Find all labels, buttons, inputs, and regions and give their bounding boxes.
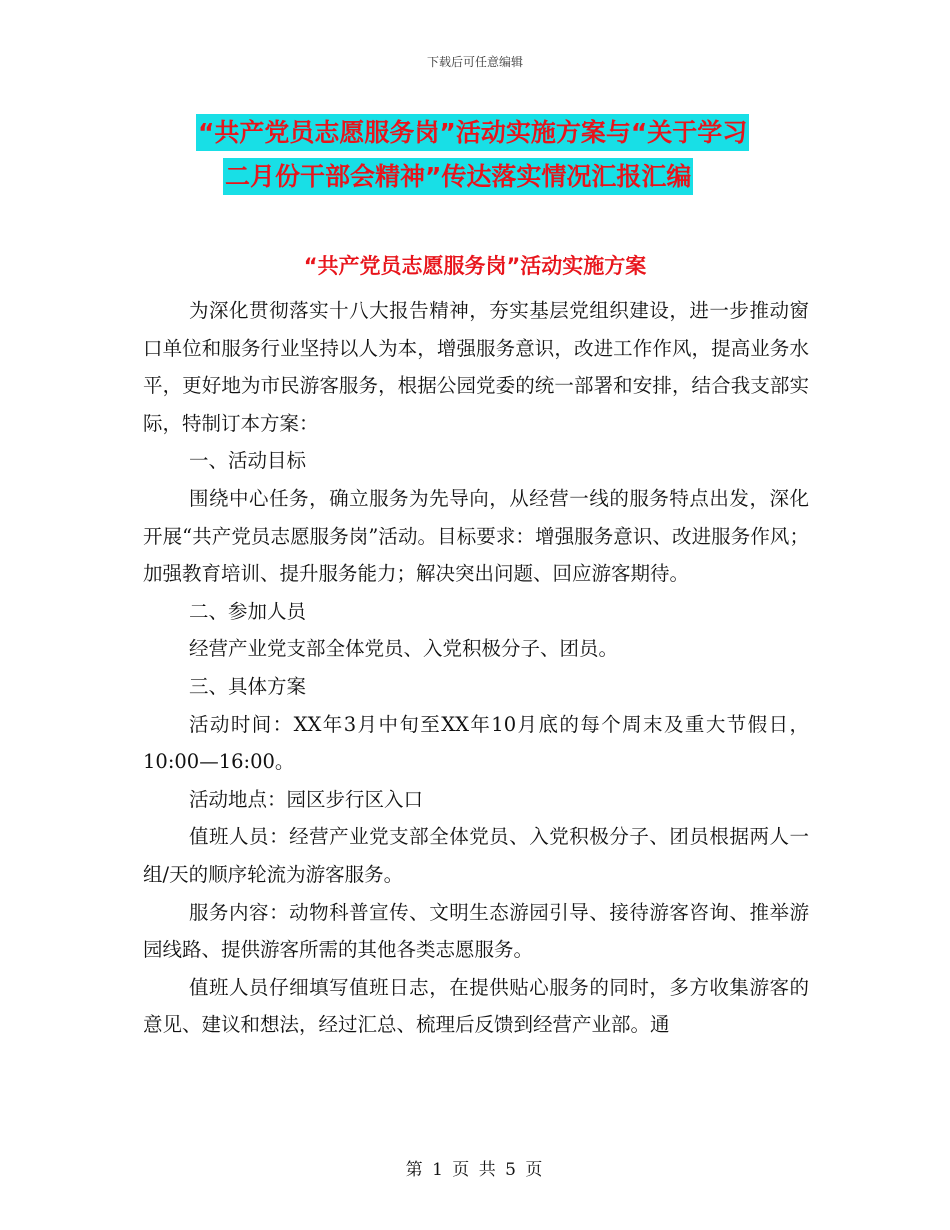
document-title-line-1-text: “共产党员志愿服务岗”活动实施方案与“关于学习 [196,114,749,151]
heading-specific-plan: 三、具体方案 [189,674,307,698]
paragraph-intro: 为深化贯彻落实十八大报告精神，夯实基层党组织建设，进一步推动窗口单位和服务行业坚持以人为本，增强服务意识，改进工作作风，提高业务水平，更好地为市民游客服务，根据公园党委的统一部署和安排，结合我支部实际，特制订本方案： [143,299,809,435]
heading-activity-goal: 一、活动目标 [189,449,307,473]
page-number: 第 1 页 共 5 页 [405,1160,545,1180]
paragraph-activity-goal: 围绕中心任务，确立服务为先导向，从经营一线的服务特点出发，深化开展“共产党员志愿服务岗”活动。目标要求：增强服务意识、改进服务作风；加强教育培训、提升服务能力；解决突出问题、回应游客期待。 [143,486,809,586]
document-body [143,292,809,1044]
paragraph-participants: 经营产业党支部全体党员、入党积极分子、团员。 [189,637,619,661]
section-title: “共产党员志愿服务岗”活动实施方案 [303,254,647,278]
heading-participants: 二、参加人员 [189,599,307,623]
document-title-line-2-text: 二月份干部会精神”传达落实情况汇报汇编 [223,158,693,195]
document-title-line-1 [0,113,950,149]
paragraph-activity-time: 活动时间：XX年3月中旬至XX年10月底的每个周末及重大节假日，10:00—16:00。 [143,712,809,774]
paragraph-activity-location: 活动地点：园区步行区入口 [189,787,424,811]
paragraph-duty-staff: 值班人员：经营产业党支部全体党员、入党积极分子、团员根据两人一组/天的顺序轮流为游客服务。 [143,825,809,886]
header-note: 下载后可任意编辑 [426,55,523,69]
document-title-line-2 [0,157,950,193]
paragraph-duty-log: 值班人员仔细填写值班日志，在提供贴心服务的同时，多方收集游客的意见、建议和想法，经过汇总、梳理后反馈到经营产业部。通 [143,975,809,1037]
paragraph-service-content: 服务内容：动物科普宣传、文明生态游园引导、接待游客咨询、推举游园线路、提供游客所需的其他各类志愿服务。 [143,900,809,962]
